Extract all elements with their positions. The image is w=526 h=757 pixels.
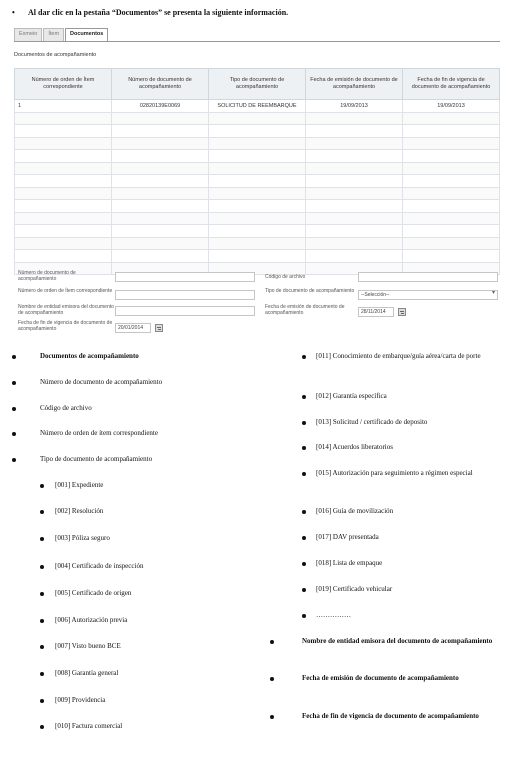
bullet-icon xyxy=(12,432,16,436)
list-item: [001] Expediente xyxy=(55,481,104,489)
empty-table-row xyxy=(15,162,500,175)
empty-table-row xyxy=(15,200,500,213)
codigo-archivo-input[interactable] xyxy=(358,272,498,282)
bullet-icon xyxy=(12,407,16,411)
list-item: Fecha de emisión de documento de acompañamiento xyxy=(302,674,459,682)
bullet-icon xyxy=(40,592,44,596)
section-title: Documentos de acompañamiento xyxy=(14,52,97,58)
chevron-down-icon: ▾ xyxy=(491,290,495,296)
numero-doc-input[interactable] xyxy=(115,272,255,282)
bullet-icon xyxy=(302,395,306,399)
bullet-icon xyxy=(40,565,44,569)
list-item: Fecha de fin de vigencia de documento de acompañamiento xyxy=(302,712,479,720)
codigo-archivo-label: Código de archivo xyxy=(265,274,306,280)
bullet-icon xyxy=(40,537,44,541)
bullet-icon xyxy=(40,672,44,676)
tab-documentos[interactable]: Documentos xyxy=(65,28,108,41)
tab-exmeio[interactable]: Exmeio xyxy=(14,28,42,41)
bullet-icon xyxy=(302,446,306,450)
intro-paragraph xyxy=(12,8,288,17)
bullet-icon xyxy=(12,355,16,359)
list-item: [015] Autorización para seguimiento a régimen especial xyxy=(316,469,473,477)
entidad-input[interactable] xyxy=(115,306,255,316)
table-cell: 02820139E0069 xyxy=(112,100,209,113)
list-item: [004] Certificado de inspección xyxy=(55,562,144,570)
bullet-icon: • xyxy=(12,8,15,17)
list-item: Tipo de documento de acompañamiento xyxy=(40,455,153,463)
list-item: [016] Guía de movilización xyxy=(316,507,394,515)
tipo-doc-label: Tipo de documento de acompañamiento xyxy=(265,288,355,294)
list-item: [003] Póliza seguro xyxy=(55,534,110,542)
list-item: Código de archivo xyxy=(40,404,92,412)
bullet-icon xyxy=(302,614,306,618)
column-header[interactable]: Número de orden de Ítem correspondiente xyxy=(15,69,112,100)
bullet-icon xyxy=(12,381,16,385)
table-row[interactable] xyxy=(15,100,500,113)
tipo-doc-select[interactable] xyxy=(358,290,498,300)
fecha-fin-label: Fecha de fin de vigencia de documento de acompañamiento xyxy=(18,320,113,332)
bullet-icon xyxy=(270,640,274,644)
list-item: …………… xyxy=(316,611,351,619)
column-header[interactable]: Fecha de emisión de documento de acompañamiento xyxy=(306,69,403,100)
list-item: [018] Lista de empaque xyxy=(316,559,383,567)
empty-table-row xyxy=(15,137,500,150)
list-item: Documentos de acompañamiento xyxy=(40,352,139,360)
empty-table-row xyxy=(15,125,500,138)
empty-table-row xyxy=(15,187,500,200)
numero-orden-input[interactable] xyxy=(115,290,255,300)
list-item: [014] Acuerdos liberatorios xyxy=(316,443,393,451)
list-item: [012] Garantía específica xyxy=(316,392,387,400)
list-item: Número de orden de ítem correspondiente xyxy=(40,429,158,437)
list-item: Nombre de entidad emisora del documento de acompañamiento xyxy=(302,637,493,645)
table-cell: 19/09/2013 xyxy=(403,100,500,113)
bullet-icon xyxy=(40,484,44,488)
column-header[interactable]: Número de documento de acompañamiento xyxy=(112,69,209,100)
tipo-doc-selected: --Selección-- xyxy=(361,292,390,298)
list-item: [013] Solicitud / certificado de deposito xyxy=(316,418,428,426)
bullet-icon xyxy=(302,588,306,592)
list-item: [009] Providencia xyxy=(55,696,106,704)
table-cell: 19/09/2013 xyxy=(306,100,403,113)
tab-bar xyxy=(14,28,108,41)
list-item: [019] Certificado vehicular xyxy=(316,585,393,593)
bullet-icon xyxy=(40,725,44,729)
calendar-icon[interactable] xyxy=(155,324,163,332)
column-header[interactable]: Fecha de fin de vigencia de documento de acompañamiento xyxy=(403,69,500,100)
bullet-icon xyxy=(302,421,306,425)
fecha-emision-label: Fecha de emisión de documento de acompañamiento xyxy=(265,304,345,316)
bullet-icon xyxy=(40,510,44,514)
list-item: [006] Autorización previa xyxy=(55,616,128,624)
list-item: [017] DAV presentada xyxy=(316,533,379,541)
bullet-icon xyxy=(40,619,44,623)
list-item: [010] Factura comercial xyxy=(55,722,123,730)
bullet-icon xyxy=(270,715,274,719)
documents-table xyxy=(14,68,500,275)
fecha-emision-input[interactable]: 28/11/2014 xyxy=(358,307,394,317)
entidad-label: Nombre de entidad emisora del documento de acompañamiento xyxy=(18,304,114,316)
empty-table-row xyxy=(15,212,500,225)
empty-table-row xyxy=(15,112,500,125)
tab-divider xyxy=(14,41,500,42)
calendar-icon[interactable] xyxy=(398,308,406,316)
bullet-icon xyxy=(302,562,306,566)
table-cell: SOLICITUD DE REEMBARQUE xyxy=(209,100,306,113)
list-item: [007] Visto bueno BCE xyxy=(55,642,121,650)
bullet-icon xyxy=(302,536,306,540)
intro-text: Al dar clic en la pestaña “Documentos” se presenta la siguiente información. xyxy=(28,8,289,17)
empty-table-row xyxy=(15,150,500,163)
list-item: [008] Garantía general xyxy=(55,669,119,677)
empty-table-row xyxy=(15,250,500,263)
bullet-icon xyxy=(40,645,44,649)
empty-table-row xyxy=(15,225,500,238)
fecha-fin-input[interactable]: 20/01/2014 xyxy=(115,323,151,333)
numero-doc-label: Número de documento de acompañamiento xyxy=(18,270,76,282)
list-item: [005] Certificado de origen xyxy=(55,589,132,597)
column-header[interactable]: Tipo de documento de acompañamiento xyxy=(209,69,306,100)
empty-table-row xyxy=(15,175,500,188)
empty-table-row xyxy=(15,237,500,250)
tab-item[interactable]: Ítem xyxy=(43,28,64,41)
bullet-icon xyxy=(40,699,44,703)
bullet-icon xyxy=(302,510,306,514)
bullet-icon xyxy=(302,355,306,359)
list-item: Número de documento de acompañamiento xyxy=(40,378,163,386)
bullet-icon xyxy=(302,472,306,476)
bullet-icon xyxy=(12,458,16,462)
table-cell: 1 xyxy=(15,100,112,113)
numero-orden-label: Número de orden de Ítem correspondiente xyxy=(18,288,113,294)
bullet-icon xyxy=(270,677,274,681)
table-header-row xyxy=(15,69,500,100)
list-item: [011] Conocimiento de embarque/guía aérea/carta de porte xyxy=(316,352,481,360)
list-item: [002] Resolución xyxy=(55,507,104,515)
